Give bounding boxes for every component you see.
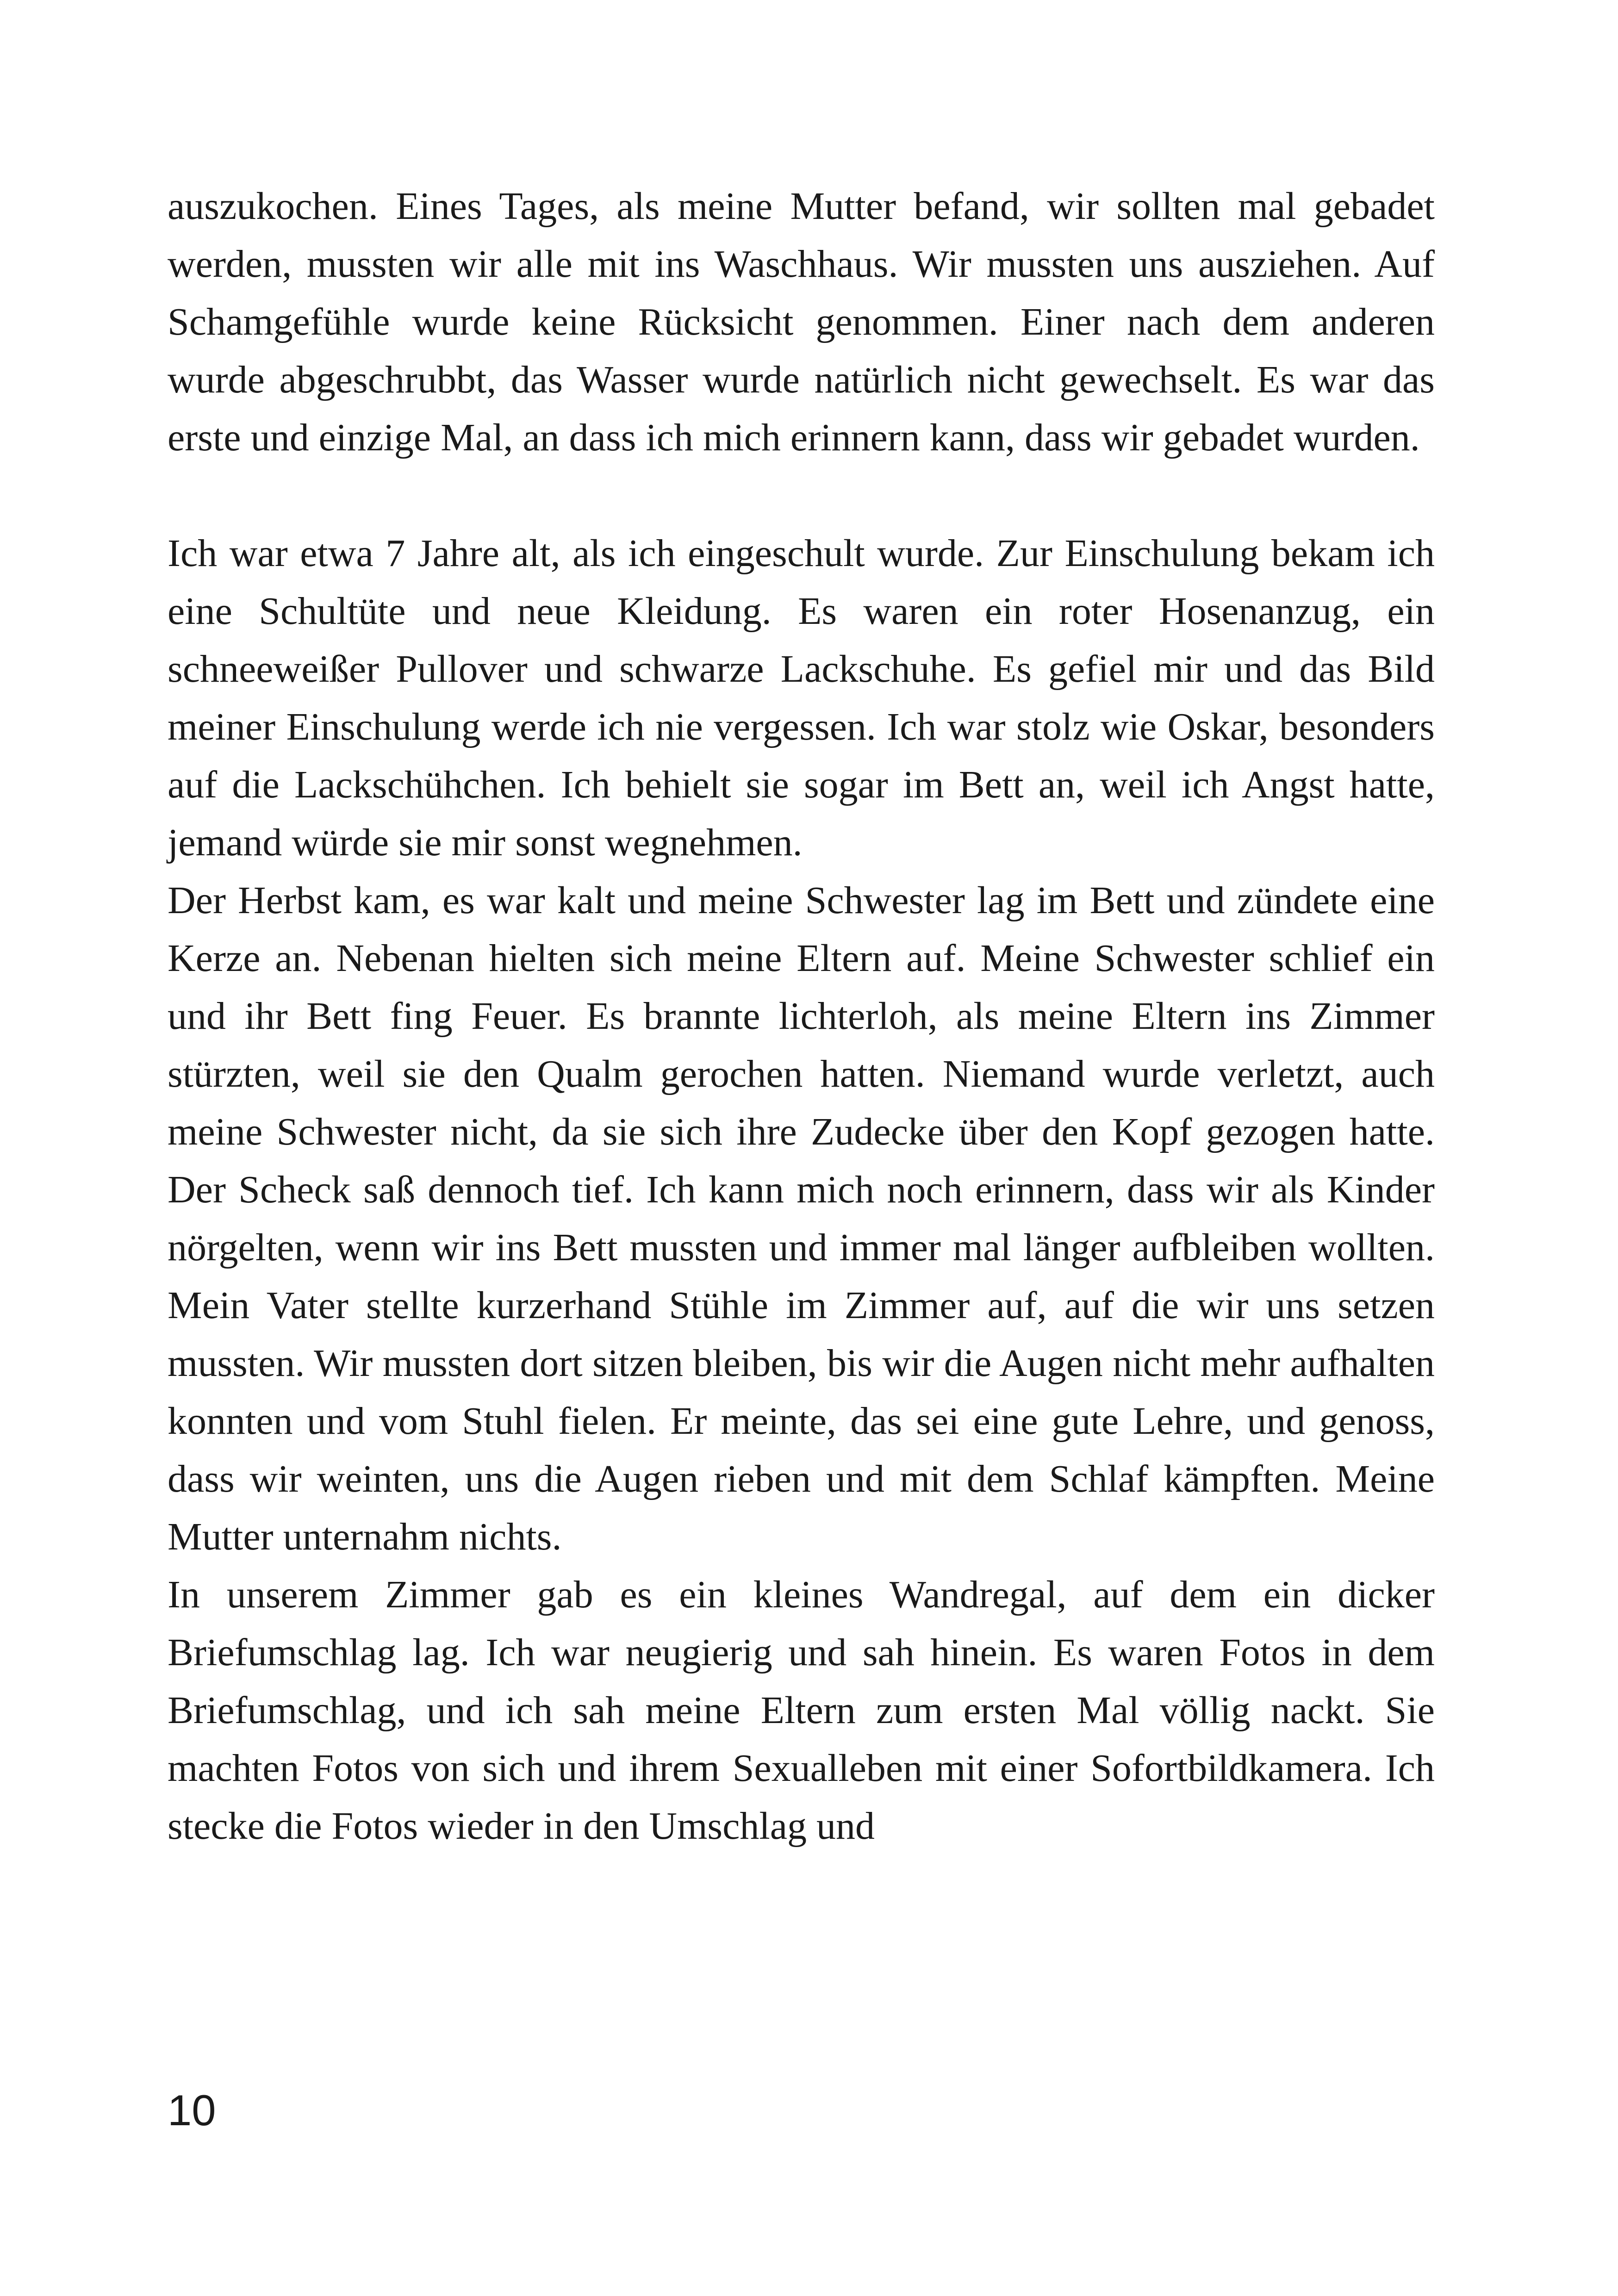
paragraph-3: Der Herbst kam, es war kalt und meine Schwester lag im Bett und zündete eine Kerze an. Nebenan hielten sich meine Eltern auf. Meine Schwester schlief ein und ihr Bett fing Feuer. Es brannte lichterloh, als meine Eltern ins Zimmer stürzten, weil sie den Qualm gerochen hatten. Niemand wurde verletzt, auch meine Schwester nicht, da sie sich ihre Zudecke über den Kopf gezogen hatte. Der Scheck saß dennoch tief. Ich kann mich noch erinnern, dass wir als Kinder nörgelten, wenn wir ins Bett mussten und immer mal länger aufbleiben wollten. Mein Vater stellte kurzerhand Stühle im Zimmer auf, auf die wir uns setzen mussten. Wir mussten dort sitzen bleiben, bis wir die Augen nicht mehr aufhalten konnten und vom Stuhl fielen. Er meinte, das sei eine gute Lehre, und genoss, dass wir weinten, uns die Augen rieben und mit dem Schlaf kämpften. Meine Mutter unternahm nichts. xyxy=(168,879,1435,1558)
body-text xyxy=(168,177,1435,1855)
paragraph-2: Ich war etwa 7 Jahre alt, als ich eingeschult wurde. Zur Einschulung bekam ich eine Schultüte und neue Kleidung. Es waren ein roter Hosenanzug, ein schneeweißer Pullover und schwarze Lackschuhe. Es gefiel mir und das Bild meiner Einschulung werde ich nie vergessen. Ich war stolz wie Oskar, besonders auf die Lackschühchen. Ich behielt sie sogar im Bett an, weil ich Angst hatte, jemand würde sie mir sonst wegnehmen. xyxy=(168,532,1435,864)
paragraph-1: auszukochen. Eines Tages, als meine Mutter befand, wir sollten mal gebadet werden, mussten wir alle mit ins Waschhaus. Wir mussten uns ausziehen. Auf Schamgefühle wurde keine Rücksicht genommen. Einer nach dem anderen wurde abgeschrubbt, das Wasser wurde natürlich nicht gewechselt. Es war das erste und einzige Mal, an dass ich mich erinnern kann, dass wir gebadet wurden. xyxy=(168,185,1435,459)
paragraph-4: In unserem Zimmer gab es ein kleines Wandregal, auf dem ein dicker Briefumschlag lag. Ich war neugierig und sah hinein. Es waren Fotos in dem Briefumschlag, und ich sah meine Eltern zum ersten Mal völlig nackt. Sie machten Fotos von sich und ihrem Sexualleben mit einer Sofortbildkamera. Ich stecke die Fotos wieder in den Umschlag und xyxy=(168,1573,1435,1848)
page-number: 10 xyxy=(168,2086,216,2134)
